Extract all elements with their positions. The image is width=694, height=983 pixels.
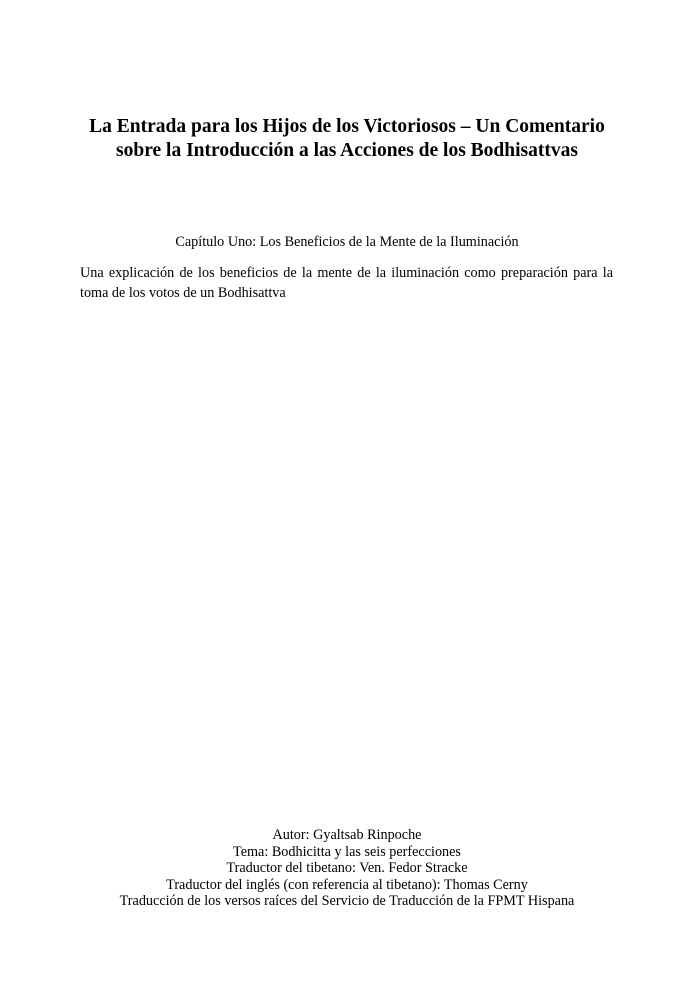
credit-english-translator: Traductor del inglés (con referencia al tibetano): Thomas Cerny	[166, 876, 528, 893]
title-line: La Entrada para los Hijos de los Victoriosos – Un Comentario	[89, 116, 605, 137]
credit-tibetan-translator: Traductor del tibetano: Ven. Fedor Stracke	[226, 860, 468, 876]
credits-block	[60, 827, 634, 910]
document-title	[60, 115, 634, 163]
credit-author: Autor: Gyaltsab Rinpoche	[272, 827, 422, 843]
credit-root-verses-translation: Traducción de los versos raíces del Servicio de Traducción de la FPMT Hispana	[119, 893, 575, 909]
chapter-description	[80, 263, 613, 303]
description-line: toma de los votos de un Bodhisattva	[80, 285, 286, 301]
title-line: sobre la Introducción a las Acciones de los Bodhisattvas	[116, 140, 578, 161]
chapter-heading: Capítulo Uno: Los Beneficios de la Mente de la Iluminación	[175, 234, 519, 250]
description-line: Una explicación de los beneficios de la mente de la iluminación como preparación para la	[80, 265, 613, 281]
credit-topic: Tema: Bodhicitta y las seis perfecciones	[233, 843, 461, 860]
